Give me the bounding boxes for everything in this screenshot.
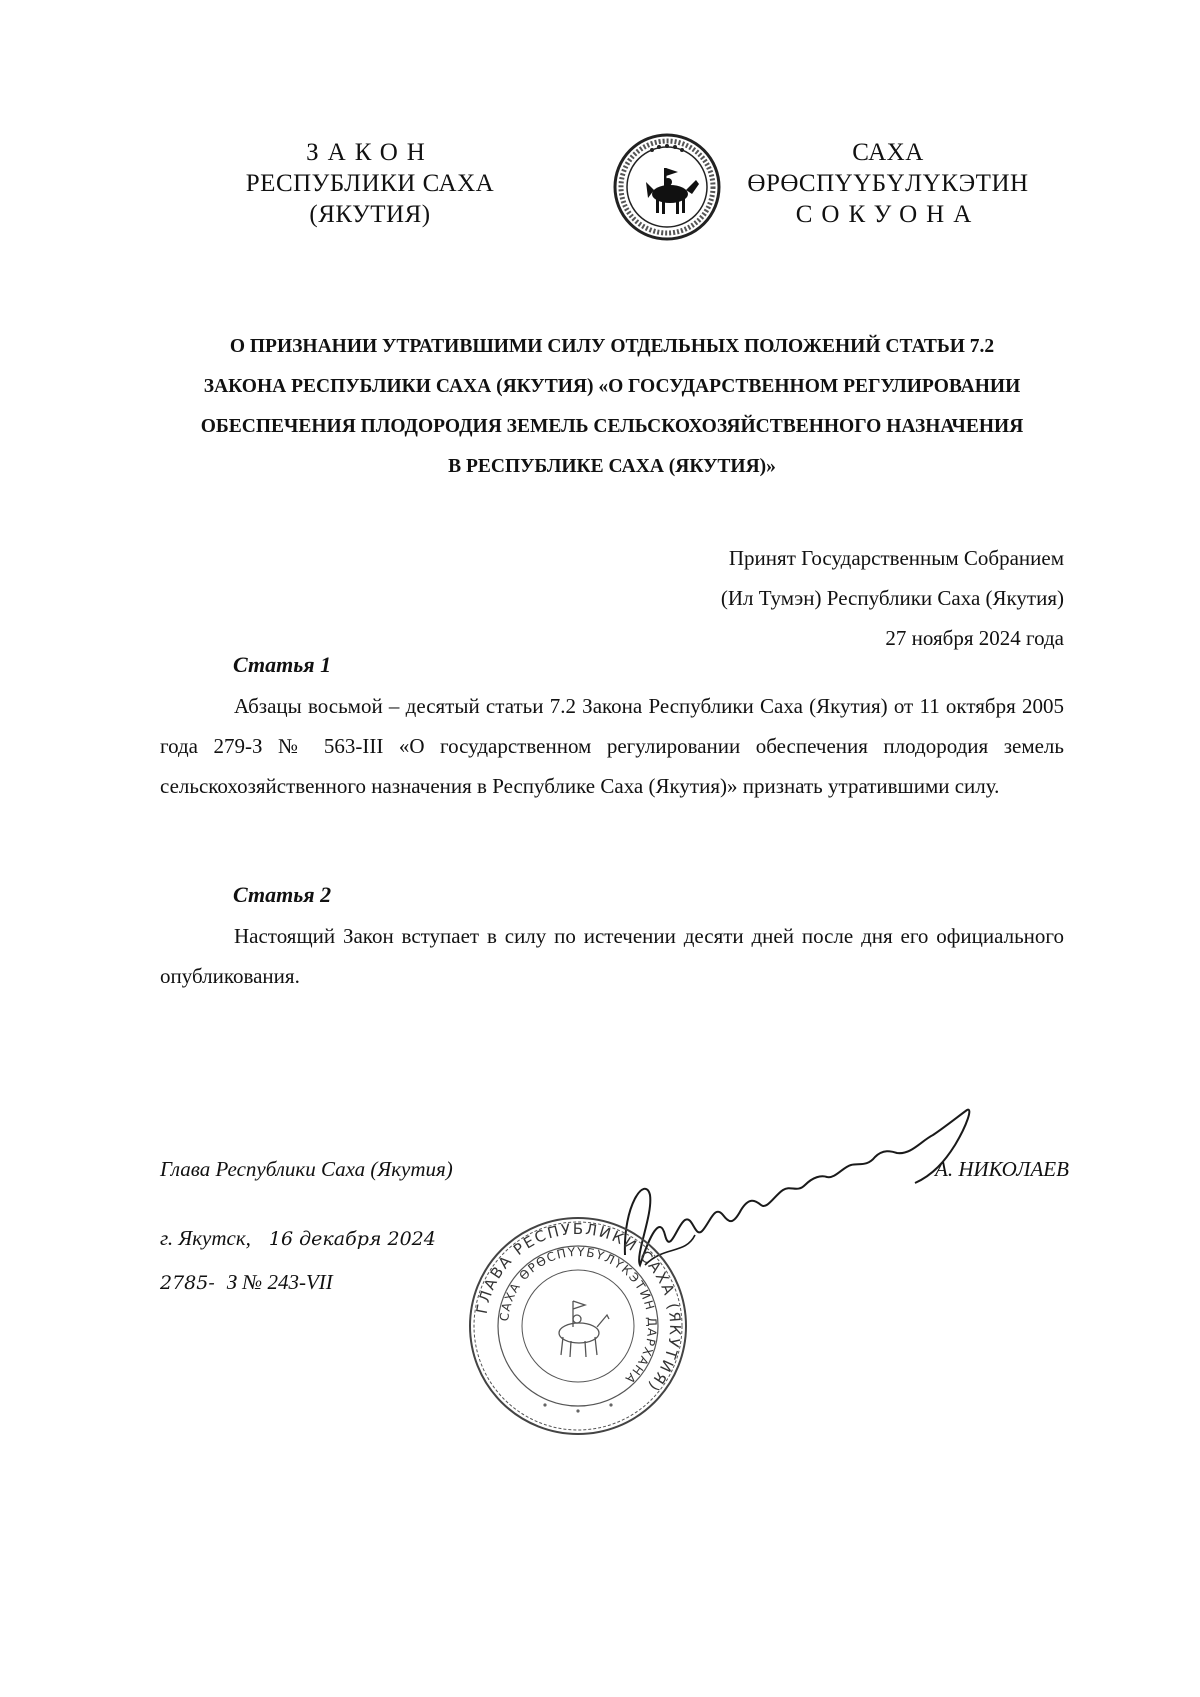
law-title-line2: ЗАКОНА РЕСПУБЛИКИ САХА (ЯКУТИЯ) «О ГОСУДАРСТВЕННОМ РЕГУЛИРОВАНИИ bbox=[203, 376, 1021, 397]
adoption-line3: 27 ноября 2024 года bbox=[885, 626, 1064, 650]
place: г. Якутск, bbox=[160, 1226, 251, 1250]
coat-of-arms-emblem-icon bbox=[612, 132, 722, 242]
signatory-position: Глава Республики Саха (Якутия) bbox=[160, 1157, 453, 1181]
seal-inner-text: САХА ӨРӨСПҮҮБҮЛҮКЭТИН ДАРХАНА bbox=[497, 1244, 660, 1387]
article-2-text: Настоящий Закон вступает в силу по истечении десяти дней после дня его официального опубликования. bbox=[160, 924, 1064, 988]
law-title-line1: О ПРИЗНАНИИ УТРАТИВШИМИ СИЛУ ОТДЕЛЬНЫХ ПОЛОЖЕНИЙ СТАТЬИ 7.2 bbox=[229, 336, 995, 357]
article-2-heading: Статья 2 bbox=[233, 882, 332, 907]
header-right-line2: СОКУОНА bbox=[795, 201, 981, 228]
adoption-note bbox=[721, 538, 1064, 658]
place-date-line bbox=[160, 1226, 436, 1251]
header-right-line1: САХА ӨРӨСПҮҮБҮЛҮКЭТИН bbox=[747, 139, 1029, 197]
seal-outer-text: ГЛАВА РЕСПУБЛИКИ САХА (ЯКУТИЯ) bbox=[472, 1219, 685, 1397]
article-1-heading: Статья 1 bbox=[233, 652, 332, 677]
header-left-line2: РЕСПУБЛИКИ САХА (ЯКУТИЯ) bbox=[245, 170, 495, 228]
header-left bbox=[190, 137, 550, 230]
header-left-line1: ЗАКОН bbox=[306, 139, 434, 166]
law-title-line4: В РЕСПУБЛИКЕ САХА (ЯКУТИЯ)» bbox=[448, 456, 776, 477]
article-1-text: Абзацы восьмой – десятый статьи 7.2 Закона Республики Саха (Якутия) от 11 октября 2005 года 279-З № 563-III «О государственном регулировании обеспечения плодородия земель сельскохозяйственного назначения в Республике Саха (Якутия)» признать утратившими силу. bbox=[160, 694, 1064, 798]
signatory-name: А. НИКОЛАЕВ bbox=[935, 1157, 1069, 1181]
handwritten-number: 2785- bbox=[160, 1272, 215, 1294]
registration-number-line bbox=[160, 1270, 333, 1295]
adoption-line1: Принят Государственным Собранием bbox=[728, 546, 1064, 570]
header-right bbox=[718, 137, 1058, 230]
official-seal-icon bbox=[467, 1215, 689, 1437]
registration-number: З № 243-VII bbox=[226, 1270, 333, 1294]
law-title bbox=[160, 327, 1064, 487]
svg-text:САХА ӨРӨСПҮҮБҮЛҮКЭТИН ДАРХАНА bbox=[497, 1245, 659, 1387]
law-title-line3: ОБЕСПЕЧЕНИЯ ПЛОДОРОДИЯ ЗЕМЕЛЬ СЕЛЬСКОХОЗЯЙСТВЕННОГО НАЗНАЧЕНИЯ bbox=[200, 416, 1024, 437]
adoption-line2: (Ил Тумэн) Республики Саха (Якутия) bbox=[720, 586, 1064, 610]
handwritten-date: 16 декабря 2024 bbox=[268, 1228, 436, 1250]
